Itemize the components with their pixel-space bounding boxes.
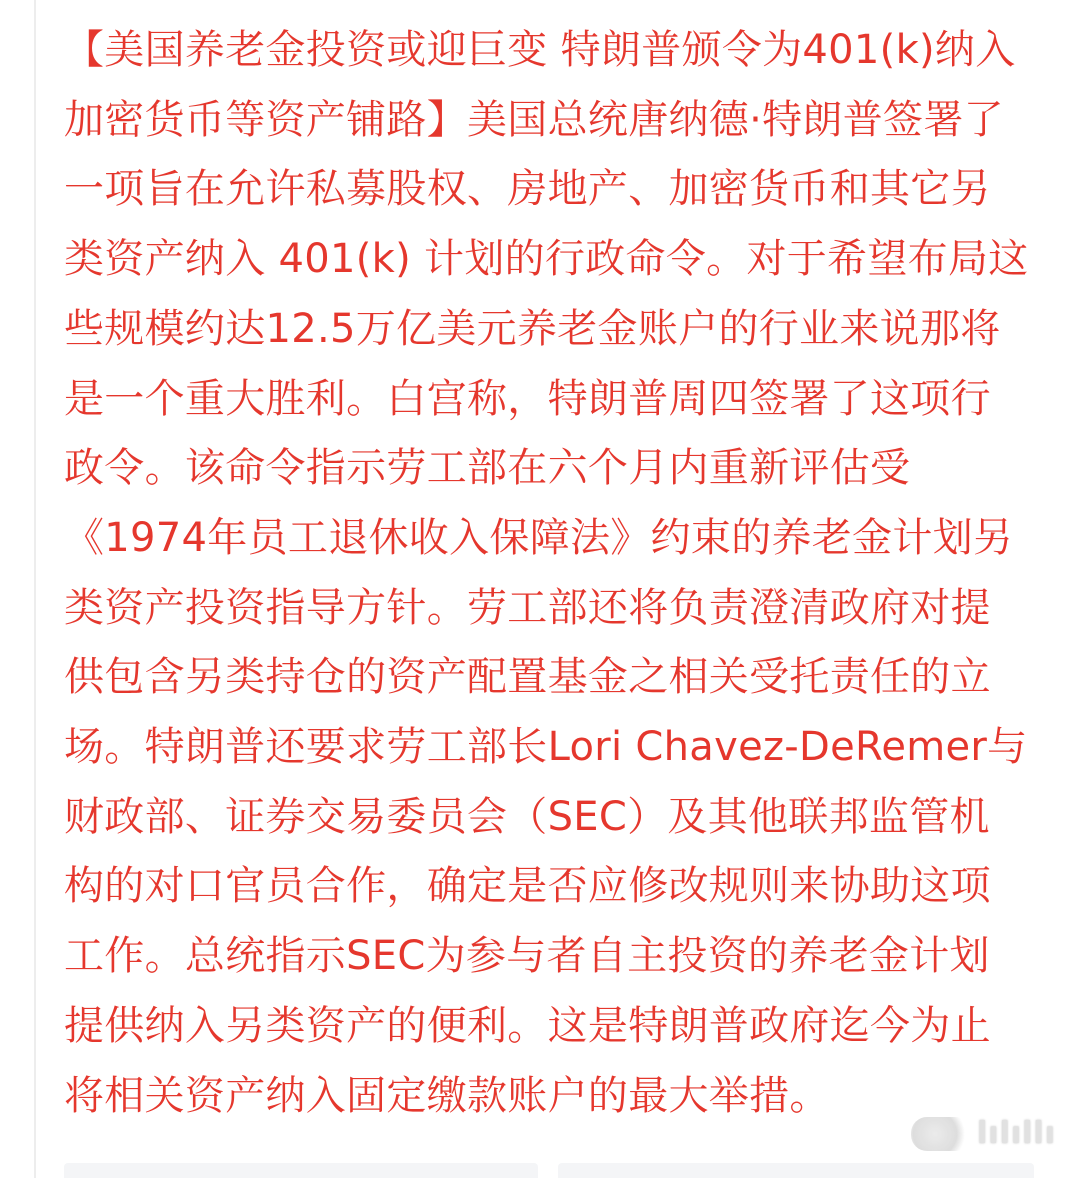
article-line: 些规模约达12.5万亿美元养老金账户的行业来说那将 <box>64 305 1001 352</box>
article-line: 一项旨在允许私募股权、房地产、加密货币和其它另 <box>64 166 991 213</box>
article-line: 供包含另类持仓的资产配置基金之相关受托责任的立 <box>64 654 991 701</box>
attachment-card-left[interactable] <box>64 1163 538 1178</box>
article-line: 工作。总统指示SEC为参与者自主投资的养老金计划 <box>64 933 990 980</box>
article-line: 加密货币等资产铺路】美国总统唐纳德·特朗普签署了 <box>64 96 1004 143</box>
attachment-card-right[interactable] <box>558 1163 1034 1178</box>
article-line: 类资产投资指导方针。劳工部还将负责澄清政府对提 <box>64 584 991 631</box>
article-line: 将相关资产纳入固定缴款账户的最大举措。 <box>64 1072 830 1119</box>
article-line: 政令。该命令指示劳工部在六个月内重新评估受 <box>64 445 911 492</box>
watermark <box>911 1116 1056 1151</box>
article-line: 财政部、证券交易委员会（SEC）及其他联邦监管机 <box>64 793 990 840</box>
left-divider <box>34 0 36 1178</box>
article-line: 是一个重大胜利。白宫称，特朗普周四签署了这项行 <box>64 375 991 422</box>
article-line: 提供纳入另类资产的便利。这是特朗普政府迄今为止 <box>64 1002 991 1049</box>
article-body <box>64 16 1054 1131</box>
article-line: 场。特朗普还要求劳工部长Lori Chavez-DeRemer与 <box>64 724 1028 771</box>
article-line: 【美国养老金投资或迎巨变 特朗普颁令为401(k)纳入 <box>64 27 1016 73</box>
watermark-avatar-icon <box>911 1117 971 1151</box>
article-line: 《1974年员工退休收入保障法》约束的养老金计划另 <box>64 514 1014 561</box>
article-line: 构的对口官员合作，确定是否应修改规则来协助这项 <box>64 863 991 910</box>
article-line: 类资产纳入 401(k) 计划的行政命令。对于希望布局这 <box>64 236 1029 283</box>
watermark-text: lılıllı <box>977 1116 1056 1151</box>
